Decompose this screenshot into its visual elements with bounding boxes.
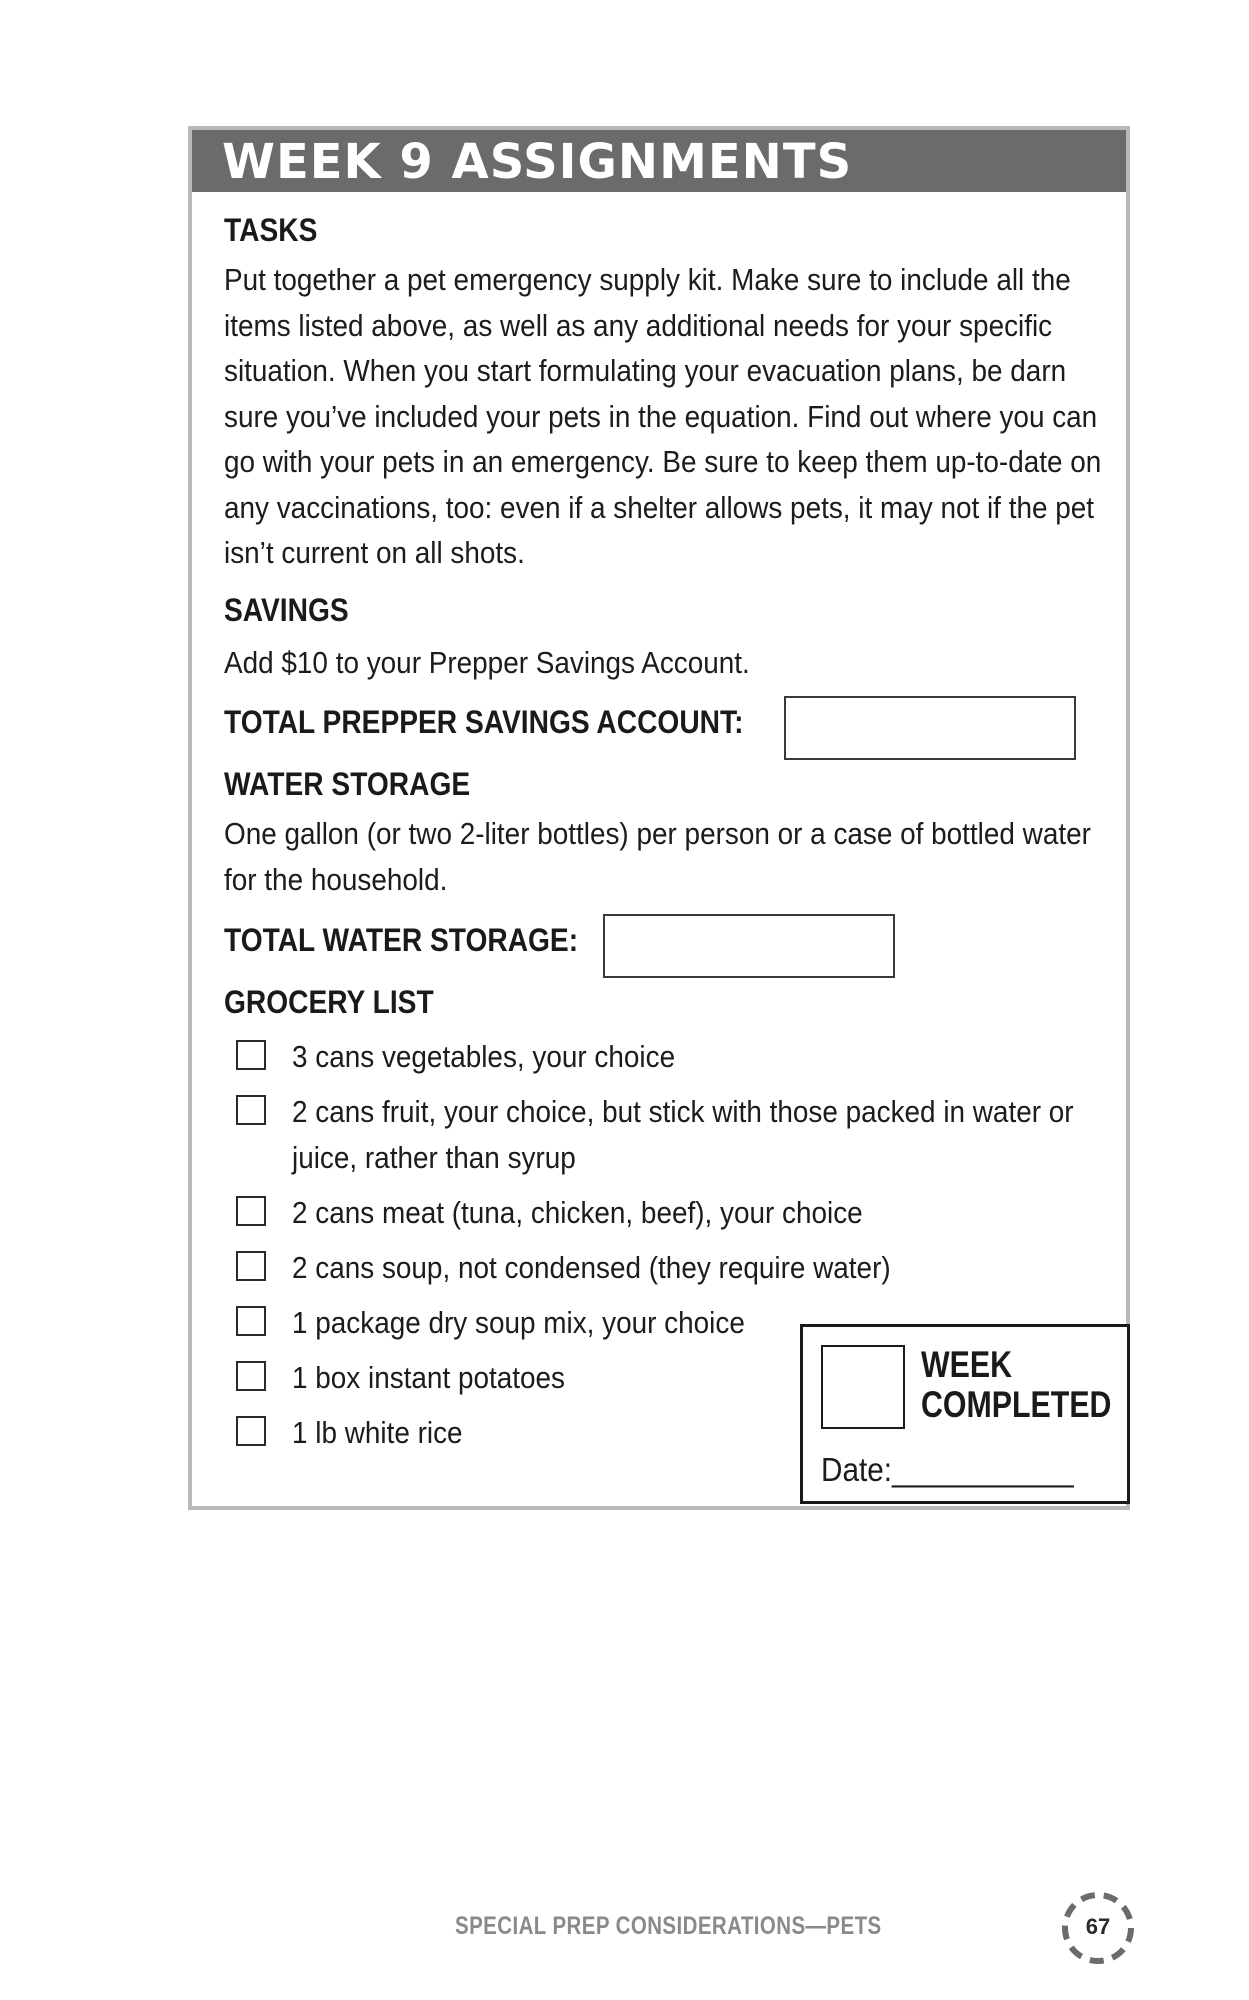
savings-total-field[interactable] bbox=[784, 696, 1076, 760]
tasks-text: Put together a pet emergency supply kit. Make sure to include all the items listed above, as well as any additional needs for your specific situation. When you start formulating your evacuation plans, be darn sure you’ve included your pets in the equation. Find out where you can go with your pets in an emergency. Be sure to keep them up-to-date on any vaccinations, too: even if a shelter allows pets, it may not if the pet isn’t current on all shots. bbox=[224, 262, 1102, 570]
grocery-item-label: 2 cans fruit, your choice, but stick with those packed in water or juice, rather than syrup bbox=[292, 1094, 1074, 1175]
savings-total-label: TOTAL PREPPER SAVINGS ACCOUNT: bbox=[224, 704, 744, 740]
grocery-checkbox[interactable] bbox=[236, 1306, 266, 1336]
grocery-item-label: 1 lb white rice bbox=[292, 1415, 463, 1450]
page-number-badge bbox=[1058, 1888, 1138, 1968]
date-field[interactable]: Date:___________ bbox=[821, 1451, 1074, 1488]
grocery-item-label: 2 cans soup, not condensed (they require water) bbox=[292, 1250, 891, 1285]
week-label: WEEK bbox=[921, 1344, 1013, 1385]
savings-heading: SAVINGS bbox=[224, 592, 349, 628]
grocery-item-label: 2 cans meat (tuna, chicken, beef), your choice bbox=[292, 1195, 863, 1230]
grocery-checkbox[interactable] bbox=[236, 1361, 266, 1391]
week-completed-box bbox=[800, 1324, 1130, 1504]
assignments-card bbox=[188, 126, 1130, 1510]
grocery-item-label: 1 box instant potatoes bbox=[292, 1360, 565, 1395]
water-total-field[interactable] bbox=[603, 914, 895, 978]
section-footer: SPECIAL PREP CONSIDERATIONS—PETS bbox=[455, 1912, 882, 1940]
grocery-item-label: 3 cans vegetables, your choice bbox=[292, 1039, 676, 1074]
page-number: 67 bbox=[1085, 1914, 1111, 1939]
card-header bbox=[192, 130, 1126, 192]
water-total-label: TOTAL WATER STORAGE: bbox=[224, 922, 579, 958]
completed-label: COMPLETED bbox=[921, 1384, 1112, 1425]
grocery-heading: GROCERY LIST bbox=[224, 984, 434, 1020]
grocery-checkbox[interactable] bbox=[236, 1095, 266, 1125]
tasks-heading: TASKS bbox=[224, 212, 318, 248]
page-title: WEEK 9 ASSIGNMENTS bbox=[222, 134, 853, 190]
water-heading: WATER STORAGE bbox=[224, 766, 471, 802]
grocery-checkbox[interactable] bbox=[236, 1196, 266, 1226]
grocery-checkbox[interactable] bbox=[236, 1040, 266, 1070]
water-text: One gallon (or two 2-liter bottles) per person or a case of bottled water for the household. bbox=[224, 816, 1091, 897]
grocery-checkbox[interactable] bbox=[236, 1251, 266, 1281]
week-completed-checkbox[interactable] bbox=[821, 1345, 905, 1429]
grocery-item-label: 1 package dry soup mix, your choice bbox=[292, 1305, 745, 1340]
grocery-checkbox[interactable] bbox=[236, 1416, 266, 1446]
savings-text: Add $10 to your Prepper Savings Account. bbox=[224, 645, 750, 680]
